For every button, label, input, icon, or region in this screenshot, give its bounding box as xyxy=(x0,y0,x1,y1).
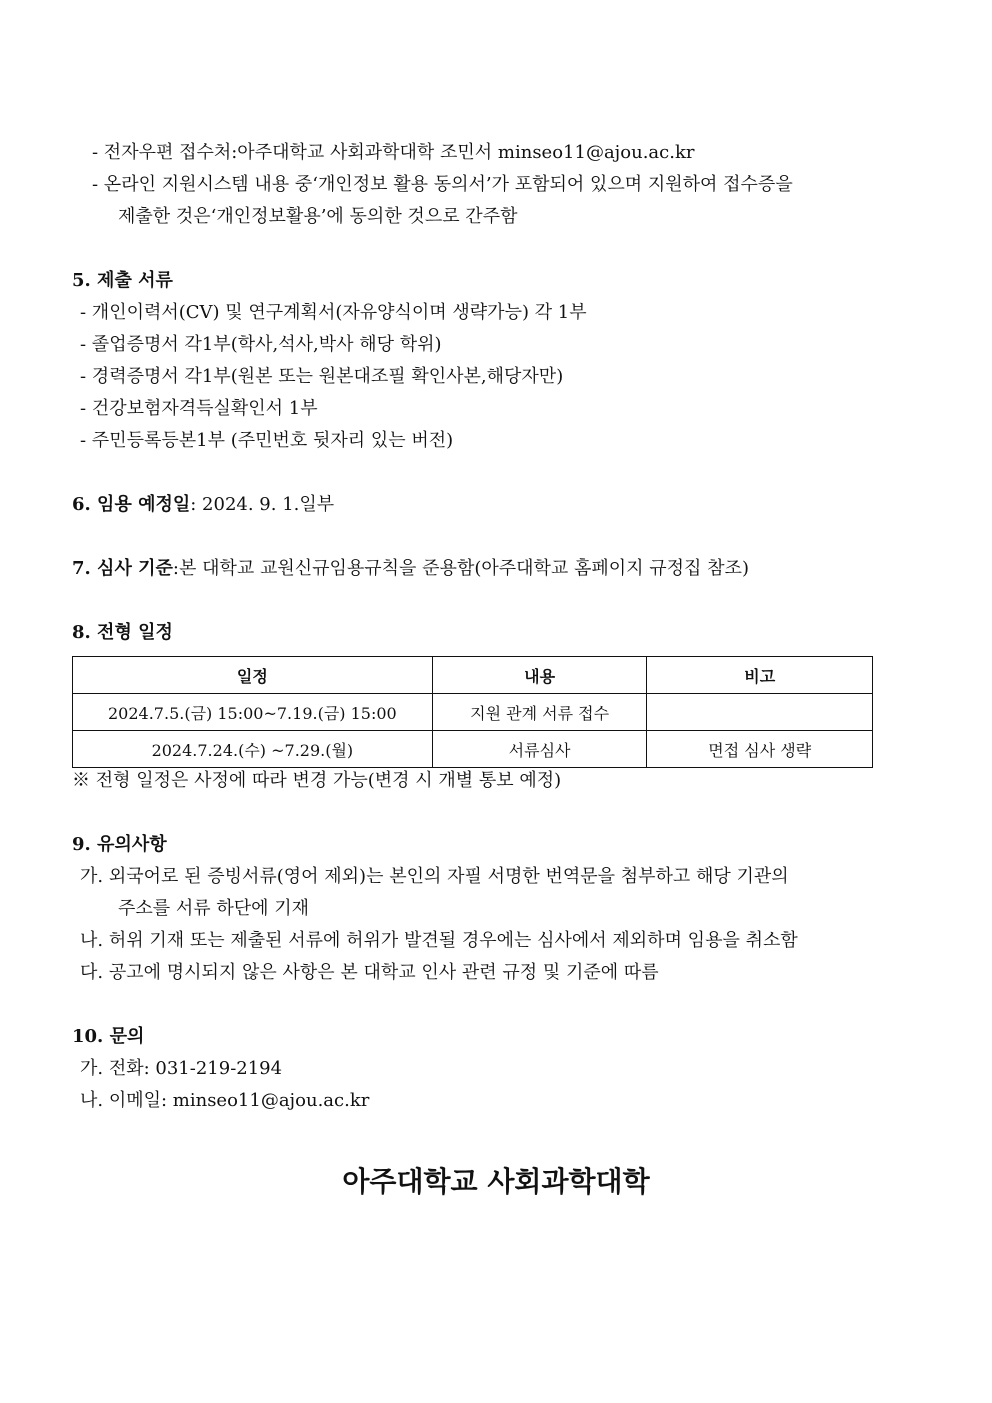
section6-text: : 2024. 9. 1.일부 xyxy=(190,494,335,515)
table-cell xyxy=(647,694,873,731)
online-consent-line: - 온라인 지원시스템 내용 중‘개인정보 활용 동의서’가 포함되어 있으며 지원하여 접수증을 xyxy=(92,174,793,195)
table-header-row xyxy=(73,657,873,694)
online-consent-line-cont: 제출한 것은‘개인정보활용’에 동의한 것으로 간주함 xyxy=(118,206,518,227)
section6-heading: 6. 임용 예정일 xyxy=(72,494,191,515)
section5-heading: 5. 제출 서류 xyxy=(72,270,173,291)
section5-item: - 개인이력서(CV) 및 연구계획서(자유양식이며 생략가능) 각 1부 xyxy=(80,302,587,323)
section9-item-cont: 주소를 서류 하단에 기재 xyxy=(118,898,310,919)
section10-heading: 10. 문의 xyxy=(72,1026,145,1047)
schedule-note: ※ 전형 일정은 사정에 따라 변경 가능(변경 시 개별 통보 예정) xyxy=(72,770,562,791)
table-cell: 서류심사 xyxy=(432,731,647,768)
section7-line xyxy=(72,556,749,582)
contact-phone: 가. 전화: 031-219-2194 xyxy=(80,1058,283,1079)
email-submission-line: - 전자우편 접수처:아주대학교 사회과학대학 조민서 minseo11@ajou.ac.kr xyxy=(92,142,695,163)
section5-item: - 경력증명서 각1부(원본 또는 원본대조필 확인사본,해당자만) xyxy=(80,366,564,387)
table-cell: 2024.7.24.(수) ~7.29.(월) xyxy=(73,731,433,768)
section9-item: 나. 허위 기재 또는 제출된 서류에 허위가 발견될 경우에는 심사에서 제외하며 임용을 취소함 xyxy=(80,930,798,951)
footer-title: 아주대학교 사회과학대학 xyxy=(342,1165,650,1198)
column-header-content: 내용 xyxy=(432,657,647,694)
table-cell: 면접 심사 생략 xyxy=(647,731,873,768)
table-row xyxy=(73,731,873,768)
section5-item: - 건강보험자격득실확인서 1부 xyxy=(80,398,318,419)
schedule-table xyxy=(72,656,873,768)
section9-item: 다. 공고에 명시되지 않은 사항은 본 대학교 인사 관련 규정 및 기준에 따름 xyxy=(80,962,659,983)
section9-item: 가. 외국어로 된 증빙서류(영어 제외)는 본인의 자필 서명한 번역문을 첨부하고 해당 기관의 xyxy=(80,866,789,887)
contact-email: 나. 이메일: minseo11@ajou.ac.kr xyxy=(80,1090,370,1111)
section5-item: - 졸업증명서 각1부(학사,석사,박사 해당 학위) xyxy=(80,334,442,355)
section6-line xyxy=(72,492,334,518)
column-header-schedule: 일정 xyxy=(73,657,433,694)
section8-heading: 8. 전형 일정 xyxy=(72,622,173,643)
section7-heading: 7. 심사 기준 xyxy=(72,558,173,579)
section9-heading: 9. 유의사항 xyxy=(72,834,167,855)
column-header-remarks: 비고 xyxy=(647,657,873,694)
section5-item: - 주민등록등본1부 (주민번호 뒷자리 있는 버전) xyxy=(80,430,454,451)
table-cell: 2024.7.5.(금) 15:00~7.19.(금) 15:00 xyxy=(73,694,433,731)
section7-text: :본 대학교 교원신규임용규칙을 준용함(아주대학교 홈페이지 규정집 참조) xyxy=(172,558,749,579)
table-row xyxy=(73,694,873,731)
table-cell: 지원 관계 서류 접수 xyxy=(432,694,647,731)
